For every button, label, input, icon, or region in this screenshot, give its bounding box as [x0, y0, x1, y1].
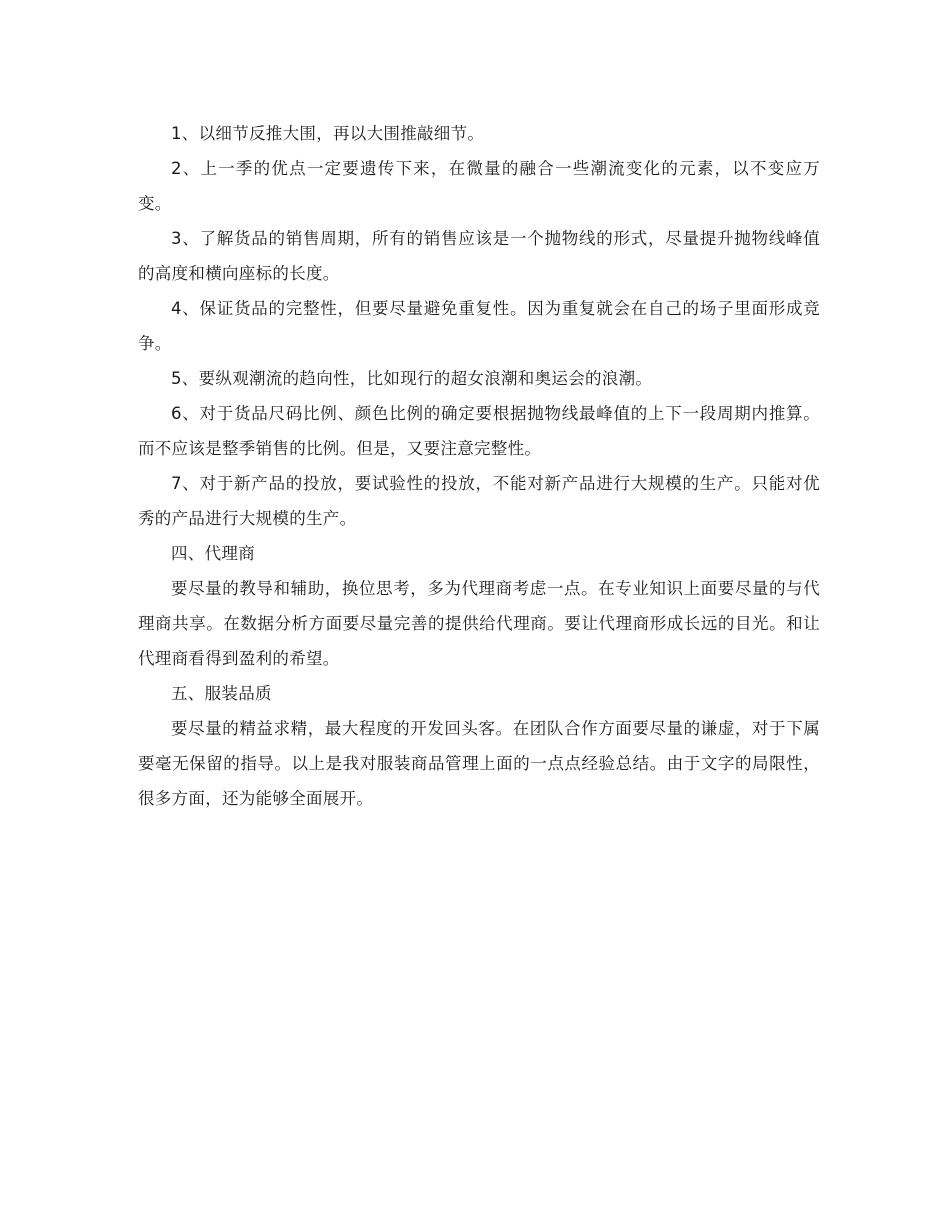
paragraph-item-6: 6、对于货品尺码比例、颜色比例的确定要根据抛物线最峰值的上下一段周期内推算。而不应该是整季销售的比例。但是，又要注意完整性。 — [138, 404, 820, 458]
paragraph-item-2: 2、上一季的优点一定要遗传下来，在微量的融合一些潮流变化的元素，以不变应万变。 — [138, 159, 820, 213]
paragraph-item-1: 1、以细节反推大围，再以大围推敲细节。 — [171, 124, 485, 143]
section-heading-quality: 五、服装品质 — [171, 684, 272, 703]
paragraph-item-5: 5、要纵观潮流的趋向性，比如现行的超女浪潮和奥运会的浪潮。 — [171, 369, 653, 388]
quality-paragraph: 要尽量的精益求精，最大程度的开发回头客。在团队合作方面要尽量的谦虚，对于下属要毫无保留的指导。以上是我对服装商品管理上面的一点点经验总结。由于文字的局限性，很多方面，还为能够全面展开。 — [138, 719, 820, 808]
section-heading-agents: 四、代理商 — [171, 544, 255, 563]
document-body — [138, 116, 820, 816]
agents-paragraph: 要尽量的教导和辅助，换位思考，多为代理商考虑一点。在专业知识上面要尽量的与代理商共享。在数据分析方面要尽量完善的提供给代理商。要让代理商形成长远的目光。和让代理商看得到盈利的希望。 — [138, 579, 820, 668]
paragraph-item-3: 3、了解货品的销售周期，所有的销售应该是一个抛物线的形式，尽量提升抛物线峰值的高度和横向座标的长度。 — [138, 229, 820, 283]
paragraph-item-7: 7、对于新产品的投放，要试验性的投放，不能对新产品进行大规模的生产。只能对优秀的产品进行大规模的生产。 — [138, 474, 820, 528]
paragraph-item-4: 4、保证货品的完整性，但要尽量避免重复性。因为重复就会在自己的场子里面形成竞争。 — [138, 299, 820, 353]
